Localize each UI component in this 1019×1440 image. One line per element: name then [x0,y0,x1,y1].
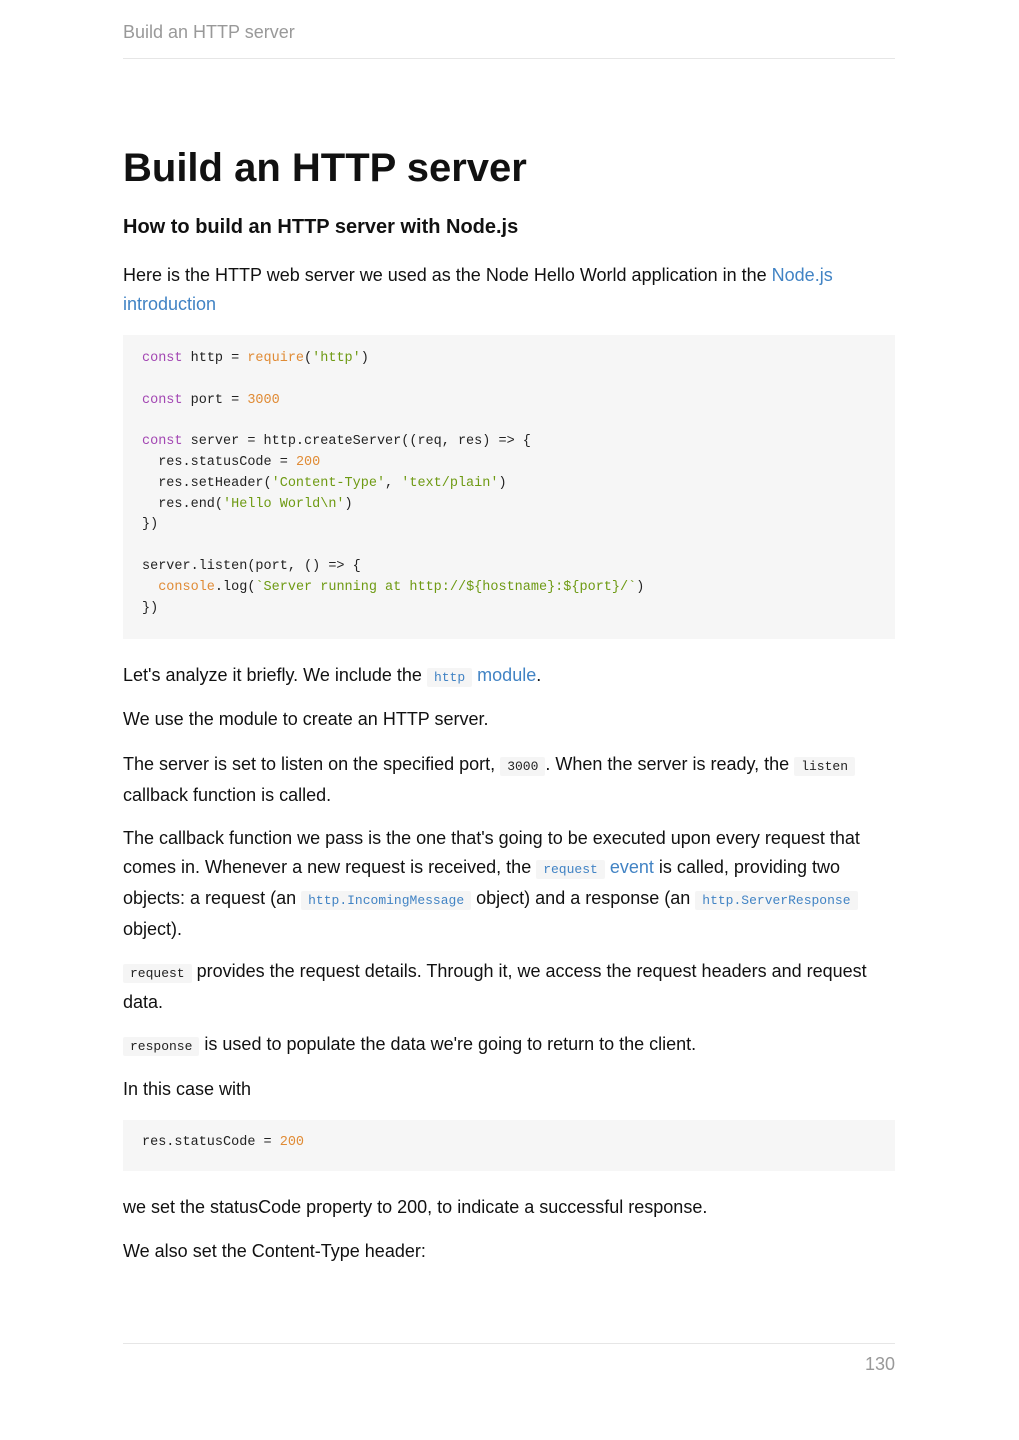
nodejs-introduction-link[interactable]: Node.js introduction [123,265,833,314]
code-token: 'text/plain' [401,475,499,491]
para3-text-a: The server is set to listen on the specified port, [123,754,501,774]
code-token: res.setHeader( [142,475,272,491]
code-token: res.end( [142,496,224,512]
code-token: , [385,475,402,491]
code-token: port = [182,392,248,408]
para3-text-c: callback function is called. [123,785,332,805]
code-line [142,1133,876,1154]
paragraph-listen [123,750,895,810]
code-token: const [142,434,183,450]
code-token: ) [344,496,353,512]
inline-code-request-object: request [123,964,192,983]
para1-text-b: . [536,665,542,685]
code-token: }) [142,517,159,533]
code-token: ( [304,351,313,366]
paragraph-create-server: We use the module to create an HTTP server. [123,709,489,729]
paragraph-in-this-case: In this case with [123,1079,252,1099]
code-token: server.listen(port, () => { [142,558,361,574]
header-divider [123,58,895,59]
code-token: console [158,579,215,595]
code-line [142,349,876,370]
code-line [142,391,876,412]
inline-code-incoming-message[interactable]: http.IncomingMessage [301,891,471,910]
code-token: ) [360,351,369,366]
code-line [142,536,876,557]
para4-text-c: object) and a response (an [471,888,696,908]
inline-code-http[interactable]: http [427,668,472,687]
paragraph-content-type: We also set the Content-Type header: [123,1241,426,1261]
code-token [142,580,158,595]
code-line [142,557,876,578]
inline-code-response-object: response [123,1037,199,1056]
code-token: 200 [279,1135,305,1150]
code-line [142,411,876,432]
code-token: require [247,351,305,366]
code-line [142,370,876,391]
code-token: .log( [214,579,256,595]
module-link[interactable]: module [477,665,537,685]
code-line [142,453,876,474]
code-token: 'Hello World\n' [223,496,345,512]
code-token: const [142,392,183,408]
code-token: http = [182,351,248,366]
section-subtitle: How to build an HTTP server with Node.js [123,216,519,238]
code-token: 3000 [247,392,280,408]
para4-text-a: The callback function we pass is the one that's going to be executed upon every request that comes in. Whenever a new request is received, the [123,828,860,877]
inline-code-server-response[interactable]: http.ServerResponse [695,891,857,910]
paragraph-include-module [123,661,895,692]
code-token: server = http.createServer((req, res) => { [182,434,531,450]
code-block-server [123,335,895,639]
inline-code-request[interactable]: request [536,860,605,879]
running-header: Build an HTTP server [123,22,295,42]
code-line [142,495,876,516]
code-token: res.statusCode = [142,454,296,470]
code-line [142,599,876,620]
para5-text: provides the request details. Through it, we access the request headers and request data. [123,961,867,1012]
code-token: 200 [295,454,321,470]
inline-code-listen: listen [794,757,855,776]
para1-text-a: Let's analyze it briefly. We include the [123,665,427,685]
event-link[interactable]: event [609,857,654,877]
para4-text-d: object). [123,919,183,939]
code-token: ) [498,475,507,491]
page-number: 130 [864,1354,895,1374]
code-token: res.statusCode = [142,1135,280,1150]
code-line [142,515,876,536]
paragraph-response [123,1030,895,1061]
paragraph-callback [123,824,895,944]
inline-code-3000: 3000 [500,757,545,776]
code-token: `Server running at http://${hostname}:${port}/` [255,579,637,595]
code-line [142,432,876,453]
code-line [142,474,876,495]
para6-text: is used to populate the data we're going to return to the client. [199,1034,697,1054]
para3-text-b: . When the server is ready, the [545,754,795,774]
code-block-status [123,1120,895,1171]
code-token: ) [636,579,645,595]
paragraph-status-code: we set the statusCode property to 200, to indicate a successful response. [123,1197,708,1217]
code-token: const [142,351,183,366]
page-title: Build an HTTP server [123,146,527,190]
code-line [142,578,876,599]
intro-text: Here is the HTTP web server we used as the Node Hello World application in the [123,265,772,285]
code-token: 'http' [312,351,361,366]
paragraph-request [123,957,895,1017]
footer-divider [123,1343,895,1344]
intro-paragraph [123,261,895,319]
para4-text-b: is called, providing two objects: a request (an [123,857,840,908]
code-token: 'Content-Type' [271,475,386,491]
code-token: }) [142,600,159,616]
